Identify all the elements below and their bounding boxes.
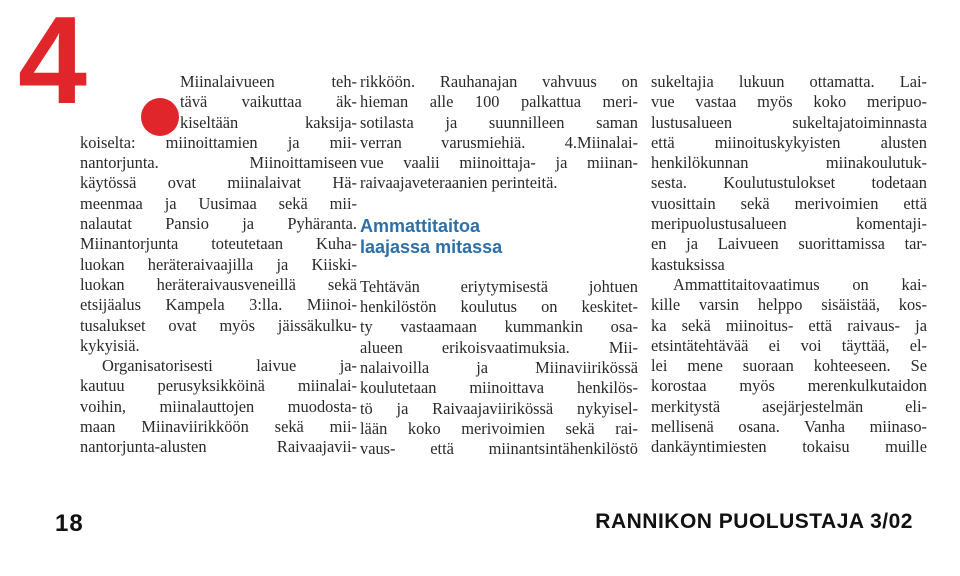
text-line: meripuolustusalueen komentaji- [651,214,927,234]
text-line: etsijäalus Kampela 3:lla. Miinoi- [80,295,357,315]
subheading-line: laajassa mitassa [360,236,503,257]
subheading-line: Ammattitaitoa [360,215,481,236]
text-line: nalautat Pansio ja Pyhäranta. [80,214,357,234]
text-line: tö ja Raivaajaviirikössä nykyisel- [360,398,638,418]
text-line: Tehtävän eriytymisestä johtuen [360,276,638,296]
text-line: Organisatorisesti laivue ja- [102,356,357,376]
text-line: rikköön. Rauhanajan vahvuus on [360,72,638,91]
text-line: tusalukset ovat myös jäissäkulku- [80,315,357,335]
text-line: vue vastaa myös koko meripuo- [651,92,927,112]
text-line: lustusalueen sukeltajatoiminnasta [651,112,927,132]
text-line: että miinoituskykyisten alusten [651,132,927,152]
text-line: merkitystä asejärjestelmän eli- [651,396,927,416]
text-line: käytössä ovat miinalaivat Hä- [80,173,357,193]
text-line: nantorjunta-alusten Raivaajavii- [80,437,357,457]
text-column-1 [80,72,357,458]
text-line: koiselta: miinoittamien ja mii- [80,132,357,152]
text-line: ka sekä miinoitus- että raivaus- ja [651,315,927,335]
text-line: Miinantorjunta toteutetaan Kuha- [80,234,357,254]
text-line: luokan heräteraivausveneillä sekä [80,274,357,294]
text-line: vuosittain sekä merivoimien että [651,193,927,213]
text-line: kautuu perusyksikköinä miinalai- [80,376,357,396]
text-line: en ja Laivueen suorittamissa tar- [651,234,927,254]
text-column-2 [360,72,638,459]
text-line: sesta. Koulutustulokset todetaan [651,173,927,193]
text-line: nalaivoilla ja Miinaviirikössä [360,357,638,377]
text-line: voihin, miinalauttojen muodosta- [80,396,357,416]
text-line: Ammattitaitovaatimus on kai- [673,274,927,294]
chapter-number: 4 [18,0,85,130]
page-number: 18 [55,510,84,537]
text-line: alueen erikoisvaatimuksia. Mii- [360,337,638,357]
text-line: sukeltajia lukuun ottamatta. Lai- [651,72,927,91]
text-line: korostaa myös merenkulkutaidon [651,376,927,396]
text-line: Miinalaivueen teh- [180,72,357,91]
text-line: koulutetaan miinoittava henkilös- [360,378,638,398]
section-subheading [360,216,638,258]
text-line: meenmaa ja Uusimaa sekä mii- [80,193,357,213]
text-line: maan Miinaviirikköön sekä mii- [80,417,357,437]
text-line: ty vastaamaan kummankin osa- [360,317,638,337]
text-line: kiseltään kaksija- [180,112,357,132]
text-line: sotilasta ja suunnilleen saman [360,112,638,132]
text-line: henkilökunnan miinakoulutuk- [651,153,927,173]
text-line: kykyisiä. [80,335,140,355]
text-line: nantorjunta. Miinoittamiseen [80,153,357,173]
text-line: etsintätehtävää ei voi täyttää, el- [651,335,927,355]
text-line: hieman alle 100 palkattua meri- [360,92,638,112]
text-line: tävä vaikuttaa äk- [180,92,357,112]
text-line: vue vaalii miinoittaja- ja miinan- [360,153,638,173]
text-line: dankäyntimiesten tokaisu muille [651,437,927,457]
text-line: kastuksissa [651,254,725,274]
text-line: raivaajaveteraanien perinteitä. [360,173,558,193]
text-line: vaus- että miinantsintähenkilöstö [360,439,638,459]
text-column-3 [651,72,927,458]
text-line: henkilöstön koulutus on keskitet- [360,297,638,317]
text-line: verran varusmiehiä. 4.Miinalai- [360,132,638,152]
text-line: lei mene suoraan kohteeseen. Se [651,356,927,376]
text-line: luokan heräteraivaajilla ja Kiiski- [80,254,357,274]
publication-footer: RANNIKON PUOLUSTAJA 3/02 [595,510,913,533]
text-line: lään koko merivoimien sekä rai- [360,418,638,438]
text-line: mellisenä osana. Vanha miinaso- [651,417,927,437]
text-line: kille varsin helppo sisäistää, kos- [651,295,927,315]
